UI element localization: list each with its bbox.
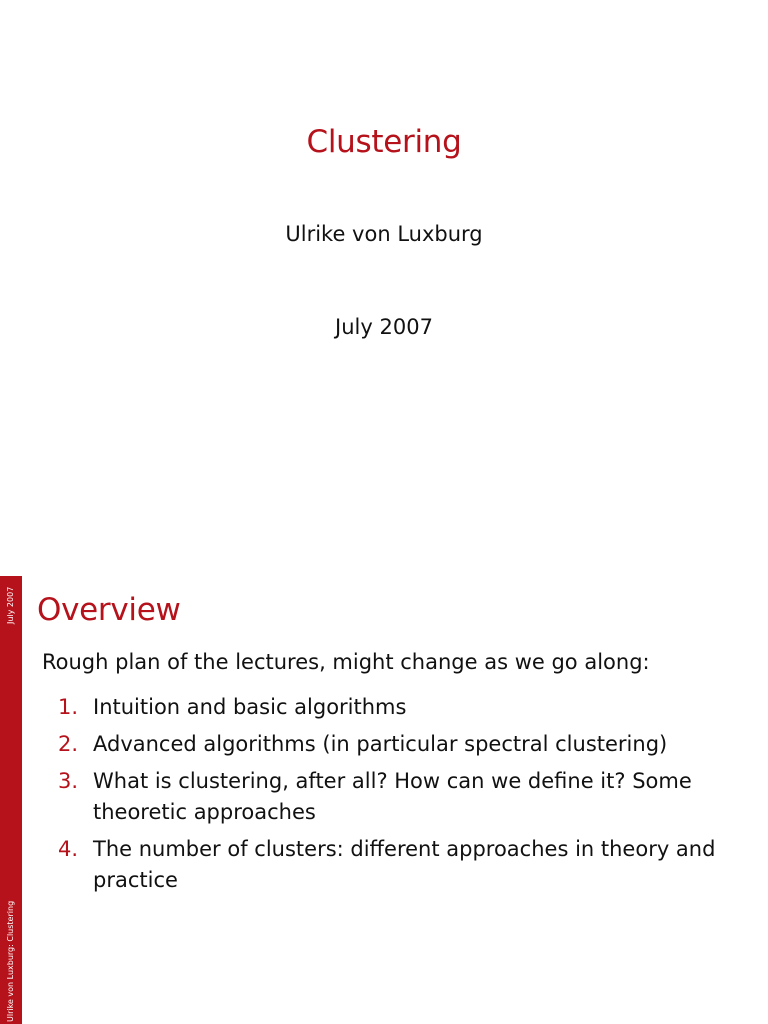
list-item-text: The number of clusters: different approaches in theory and practice xyxy=(93,837,716,892)
list-item-number: 2. xyxy=(58,732,79,756)
overview-title: Overview xyxy=(37,592,181,628)
list-item-text: What is clustering, after all? How can we define it? Some theoretic approaches xyxy=(93,769,692,824)
overview-list xyxy=(50,692,750,902)
sidebar-date: July 2007 xyxy=(6,586,15,624)
list-item xyxy=(50,729,750,760)
overview-intro: Rough plan of the lectures, might change as we go along: xyxy=(42,650,650,674)
list-item-number: 4. xyxy=(58,837,79,861)
list-item-text: Intuition and basic algorithms xyxy=(93,695,407,719)
list-item-number: 3. xyxy=(58,769,79,793)
list-item-number: 1. xyxy=(58,695,79,719)
sidebar-footer: Ulrike von Luxburg: Clustering xyxy=(6,900,15,1022)
slide-author: Ulrike von Luxburg xyxy=(285,222,483,246)
slide-title: Clustering xyxy=(306,124,462,160)
list-item xyxy=(50,834,750,896)
list-item xyxy=(50,766,750,828)
slide-date: July 2007 xyxy=(335,315,433,339)
list-item xyxy=(50,692,750,723)
list-item-text: Advanced algorithms (in particular spectral clustering) xyxy=(93,732,668,756)
